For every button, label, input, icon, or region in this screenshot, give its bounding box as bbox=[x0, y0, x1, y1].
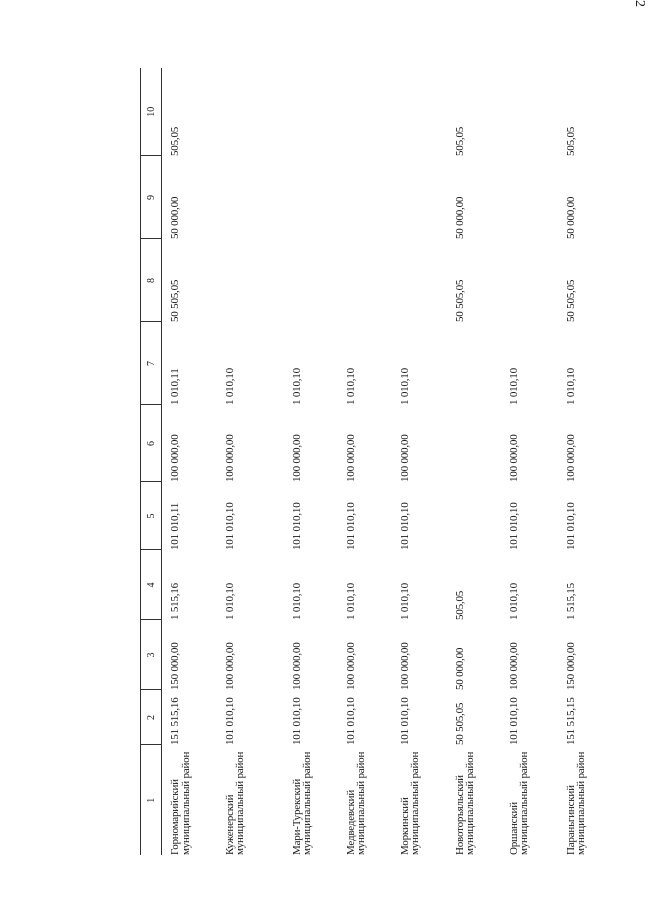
table-cell bbox=[392, 156, 447, 239]
table-cell: 151 515,15 bbox=[564, 697, 577, 745]
table-cell: 1 010,10 bbox=[290, 583, 303, 620]
table-cell: 1 010,11 bbox=[169, 368, 181, 405]
table-row bbox=[162, 68, 217, 855]
table-cell: 100 000,00 bbox=[223, 434, 236, 482]
table-cell: 1 010,10 bbox=[507, 368, 520, 405]
table-cell: 1 010,10 bbox=[398, 368, 411, 405]
table-cell: 101 010,10 bbox=[290, 697, 303, 745]
table-row bbox=[501, 68, 558, 855]
table-cell: 150 000,00 bbox=[169, 642, 181, 690]
district-name: Куженерский муниципальный район bbox=[223, 751, 246, 855]
table-cell: 1 010,10 bbox=[564, 368, 577, 405]
table-cell: 50 000,00 bbox=[453, 196, 466, 239]
table-cell: 100 000,00 bbox=[344, 642, 357, 690]
district-name: Моркинский муниципальный район bbox=[398, 751, 421, 855]
table-cell: 101 010,10 bbox=[507, 502, 520, 550]
table-cell bbox=[284, 68, 338, 156]
table-cell bbox=[284, 156, 338, 239]
table-cell: 101 010,10 bbox=[290, 502, 303, 550]
table-cell: 101 010,10 bbox=[223, 502, 236, 550]
column-header: 9 bbox=[141, 156, 162, 239]
table-cell: 101 010,11 bbox=[169, 502, 181, 550]
table-cell: 505,05 bbox=[453, 126, 466, 156]
column-header: 10 bbox=[141, 68, 162, 156]
table-cell: 100 000,00 bbox=[223, 642, 236, 690]
rotated-document bbox=[140, 67, 670, 855]
table-cell: 50 505,05 bbox=[453, 279, 466, 322]
table-cell: 50 505,05 bbox=[453, 702, 466, 745]
table-cell bbox=[447, 405, 501, 482]
column-header: 3 bbox=[141, 620, 162, 690]
table-cell: 100 000,00 bbox=[290, 642, 303, 690]
table-cell: 1 010,10 bbox=[290, 368, 303, 405]
table-cell: 101 010,10 bbox=[564, 502, 577, 550]
table-cell bbox=[392, 68, 447, 156]
table-cell bbox=[501, 239, 558, 322]
data-table bbox=[140, 68, 608, 855]
table-header-row bbox=[141, 68, 162, 855]
table-cell: 101 010,10 bbox=[398, 502, 411, 550]
table-cell: 50 000,00 bbox=[564, 196, 577, 239]
table-cell bbox=[447, 482, 501, 550]
table-row bbox=[447, 68, 501, 855]
table-cell: 100 000,00 bbox=[564, 434, 577, 482]
table-cell: 100 000,00 bbox=[290, 434, 303, 482]
column-header: 5 bbox=[141, 482, 162, 550]
table-row bbox=[284, 68, 338, 855]
column-header: 8 bbox=[141, 239, 162, 322]
column-header: 4 bbox=[141, 550, 162, 620]
table-cell: 100 000,00 bbox=[398, 434, 411, 482]
table-cell: 505,05 bbox=[564, 126, 577, 156]
table-cell bbox=[338, 156, 392, 239]
table-cell: 1 010,10 bbox=[223, 583, 236, 620]
column-header: 7 bbox=[141, 322, 162, 405]
table-cell: 50 000,00 bbox=[169, 196, 181, 239]
table-cell: 101 010,10 bbox=[398, 697, 411, 745]
table-cell bbox=[392, 239, 447, 322]
table-cell: 101 010,10 bbox=[344, 697, 357, 745]
table-cell bbox=[338, 239, 392, 322]
table-cell bbox=[501, 68, 558, 156]
table-cell: 100 000,00 bbox=[169, 434, 181, 482]
table-cell: 100 000,00 bbox=[344, 434, 357, 482]
table-row bbox=[338, 68, 392, 855]
table-cell: 101 010,10 bbox=[344, 502, 357, 550]
table-cell bbox=[217, 156, 284, 239]
page-number: 2 bbox=[632, 0, 647, 7]
table-cell: 1 010,10 bbox=[507, 583, 520, 620]
table-cell: 1 010,10 bbox=[398, 583, 411, 620]
table-row bbox=[217, 68, 284, 855]
table-cell: 100 000,00 bbox=[507, 642, 520, 690]
column-header: 2 bbox=[141, 690, 162, 745]
district-name: Новоторъяльский муниципальный район bbox=[453, 751, 476, 855]
district-name: Оршанский муниципальный район bbox=[507, 751, 530, 855]
table-cell: 1 010,10 bbox=[344, 368, 357, 405]
table-cell bbox=[217, 239, 284, 322]
table-cell: 505,05 bbox=[169, 126, 181, 156]
table-cell: 1 010,10 bbox=[344, 583, 357, 620]
table-cell: 100 000,00 bbox=[507, 434, 520, 482]
column-header: 6 bbox=[141, 405, 162, 482]
table-cell bbox=[447, 322, 501, 405]
table-cell bbox=[284, 239, 338, 322]
column-header: 1 bbox=[145, 797, 157, 803]
district-name: Медведевский муниципальный район bbox=[344, 751, 367, 855]
table-cell: 505,05 bbox=[453, 590, 466, 620]
district-name: Параньгинский муниципальный район bbox=[564, 751, 587, 855]
district-name: Мари-Турекский муниципальный район bbox=[290, 751, 313, 855]
table-row bbox=[392, 68, 447, 855]
table-cell: 1 515,15 bbox=[564, 583, 577, 620]
table-cell: 50 505,05 bbox=[169, 279, 181, 322]
table-cell: 100 000,00 bbox=[398, 642, 411, 690]
table-cell: 50 505,05 bbox=[564, 279, 577, 322]
table-cell: 151 515,16 bbox=[169, 697, 181, 745]
table-cell: 1 010,10 bbox=[223, 368, 236, 405]
table-cell: 101 010,10 bbox=[507, 697, 520, 745]
table-row bbox=[558, 68, 608, 855]
table-cell: 101 010,10 bbox=[223, 697, 236, 745]
table-cell bbox=[217, 68, 284, 156]
district-name: Горномарийский муниципальный район bbox=[169, 751, 192, 855]
table-cell: 1 515,16 bbox=[169, 583, 181, 620]
table-cell: 50 000,00 bbox=[453, 647, 466, 690]
table-cell: 150 000,00 bbox=[564, 642, 577, 690]
table-cell bbox=[501, 156, 558, 239]
table-cell bbox=[338, 68, 392, 156]
